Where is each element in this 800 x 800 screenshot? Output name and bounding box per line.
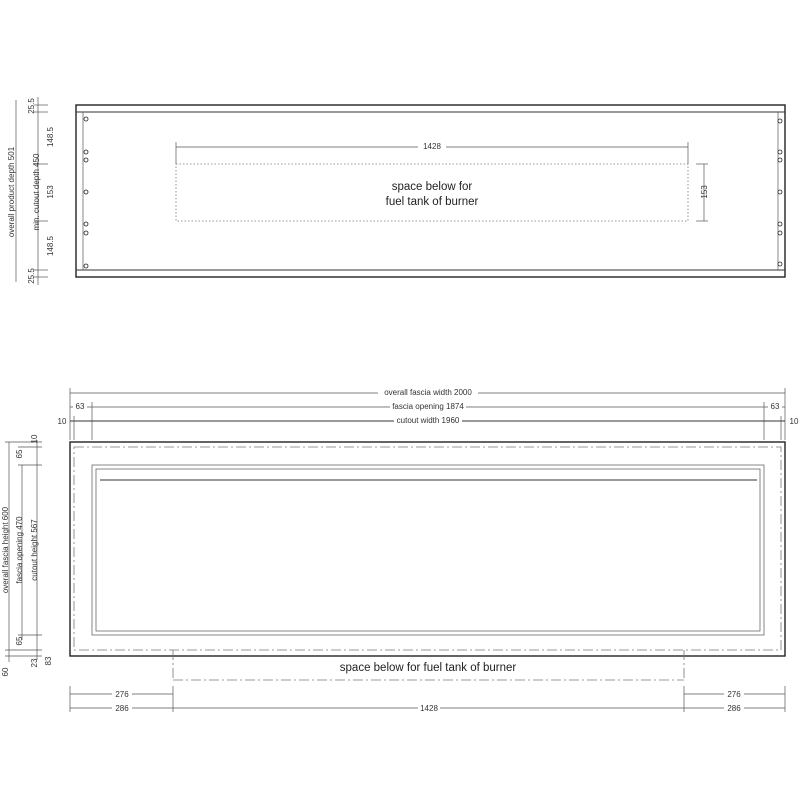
overall-fascia-height-label: overall fascia height 600 (1, 506, 10, 594)
right-63-label: 63 (770, 402, 780, 411)
screw-hole (778, 190, 782, 194)
screw-hole (778, 231, 782, 235)
dim-1428-label: 1428 (423, 142, 441, 151)
right-10-label: 10 (789, 417, 799, 426)
screw-hole (778, 222, 782, 226)
screw-hole (84, 158, 88, 162)
cutout-height-label: cutout height 567 (30, 519, 39, 581)
dim-148-5-lower-label: 148.5 (46, 235, 55, 257)
screw-hole (84, 190, 88, 194)
cutout-width-label: cutout width 1960 (396, 416, 460, 425)
plan-tank-label-line1: space below for (391, 181, 473, 193)
front-tank-label: space below for fuel tank of burner (339, 662, 517, 674)
fascia-opening-height-label: fascia opening 470 (15, 516, 24, 584)
right-286-label: 286 (727, 704, 741, 713)
min-cutout-depth-label: min. cutout depth 450 (32, 153, 41, 231)
screw-hole (778, 262, 782, 266)
left-276-label: 276 (115, 690, 129, 699)
fascia-opening-width-label: fascia opening 1874 (392, 402, 464, 411)
plan-view (7, 97, 785, 285)
screw-hole (778, 158, 782, 162)
bottom-65-label: 65 (15, 636, 24, 646)
top-65-label: 65 (15, 449, 24, 459)
plan-left-holes (84, 117, 88, 268)
screw-hole (778, 150, 782, 154)
left-10-label: 10 (57, 417, 67, 426)
top-10-label: 10 (30, 434, 39, 444)
center-1428-label: 1428 (420, 704, 438, 713)
dim-148-5-upper-label: 148.5 (46, 126, 55, 148)
dim-25-5-bottom-label: 25.5 (27, 268, 36, 284)
bottom-23-label: 23 (30, 658, 39, 668)
fascia-opening (92, 465, 764, 635)
front-view (1, 387, 799, 713)
plan-tank-label-line2: fuel tank of burner (385, 196, 479, 208)
dim-153-center-label: 153 (46, 185, 55, 199)
screw-hole (84, 231, 88, 235)
bottom-60-label: 60 (1, 667, 10, 677)
overall-product-depth-label: overall product depth 501 (7, 146, 16, 238)
fascia-outer (70, 442, 785, 656)
left-286-label: 286 (115, 704, 129, 713)
screw-hole (84, 117, 88, 121)
screw-hole (84, 150, 88, 154)
dim-153-right-label: 153 (700, 185, 709, 199)
dim-25-5-top-label: 25.5 (27, 98, 36, 114)
screw-hole (778, 119, 782, 123)
cutout-outline (74, 447, 781, 650)
left-63-label: 63 (75, 402, 85, 411)
plan-right-holes (778, 119, 782, 266)
right-276-label: 276 (727, 690, 741, 699)
screw-hole (84, 264, 88, 268)
fascia-opening-inner (96, 469, 760, 631)
screw-hole (84, 222, 88, 226)
overall-fascia-width-label: overall fascia width 2000 (384, 388, 472, 397)
bottom-83-label: 83 (44, 656, 53, 666)
